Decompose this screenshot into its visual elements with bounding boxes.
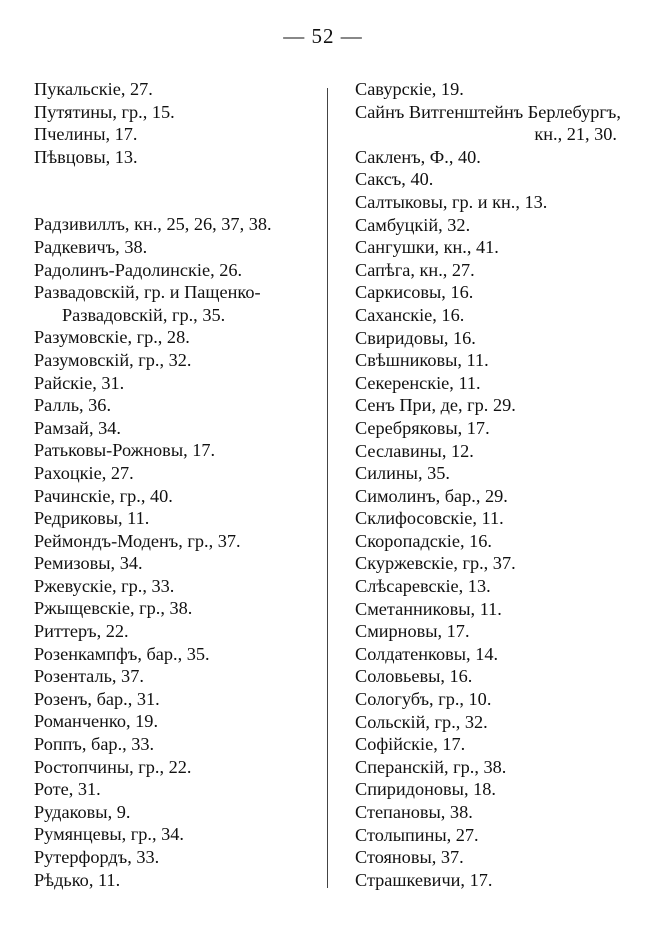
index-entry: Саханскіе, 16. [355,304,465,325]
entry-list-r [34,213,324,891]
index-entry: Секеренскіе, 11. [355,372,481,393]
index-entry: Сольскій, гр., 32. [355,711,488,732]
index-entry: Реймондъ-Моденъ, гр., 37. [34,530,241,551]
index-entry: Ремизовы, 34. [34,553,143,574]
index-entry: Страшкевичи, 17. [355,869,493,890]
index-entry: Савурскіе, 19. [355,79,464,99]
index-entry: Путятины, гр., 15. [34,101,175,122]
index-entry: Сеславины, 12. [355,440,474,461]
index-entry: Радзивиллъ, кн., 25, 26, 37, 38. [34,214,272,235]
index-entry: Рахоцкіе, 27. [34,462,134,483]
index-entry: Розенкампфъ, бар., 35. [34,643,210,664]
index-entry: Рудаковы, 9. [34,801,131,822]
index-entry: Сакленъ, Ф., 40. [355,146,481,167]
index-entry: Ростопчины, гр., 22. [34,756,192,777]
right-column [355,78,623,891]
index-entry-continuation: Развадовскій, гр., 35. [62,304,226,325]
index-entry: Софійскіе, 17. [355,734,466,755]
index-entry: Сологубъ, гр., 10. [355,689,492,710]
index-entry: Радкевичъ, 38. [34,236,148,257]
index-entry: Спиридоновы, 18. [355,779,496,800]
page-number: — 52 — [283,24,363,48]
index-entry: Ралль, 36. [34,395,112,416]
section-gap [34,168,324,213]
index-entry: Риттеръ, 22. [34,621,129,642]
index-entry: Редриковы, 11. [34,508,150,529]
column-divider [327,88,328,888]
index-entry: Сайнъ Витгенштейнъ Берлебургъ, [355,101,621,122]
index-entry: Самбуцкій, 32. [355,214,471,235]
index-entry: Слѣсаревскіе, 13. [355,576,491,597]
index-entry: Разумовскій, гр., 32. [34,349,192,370]
entry-list-p [34,78,324,168]
index-entry: Романченко, 19. [34,711,159,732]
index-entry: Развадовскій, гр. и Пащенко- [34,282,261,303]
index-entry: Сметанниковы, 11. [355,598,502,619]
index-entry: Розенталь, 37. [34,666,144,687]
index-entry: Райскіе, 31. [34,372,125,393]
index-entry: Симолинъ, бар., 29. [355,485,508,506]
index-entry: Соловьевы, 16. [355,666,473,687]
index-entry: Сперанскій, гр., 38. [355,756,507,777]
index-entry: Разумовскіе, гр., 28. [34,327,190,348]
index-entry: Солдатенковы, 14. [355,643,499,664]
index-entry: Ржевускіе, гр., 33. [34,575,175,596]
index-entry: Румянцевы, гр., 34. [34,824,184,845]
index-entry: Серебряковы, 17. [355,417,490,438]
index-entry: Свѣшниковы, 11. [355,350,489,371]
left-column [34,78,324,891]
index-entry: Стояновы, 37. [355,847,464,868]
index-entry: Роте, 31. [34,779,101,800]
index-entry: Силины, 35. [355,463,450,484]
index-entry: Столыпины, 27. [355,824,479,845]
index-entry: Рѣдько, 11. [34,869,121,890]
index-entry: Степановы, 38. [355,802,473,822]
index-entry: Радолинъ-Радолинскіе, 26. [34,259,243,280]
index-entry: Свиридовы, 16. [355,327,476,348]
index-entry: Ратьковы-Рожновы, 17. [34,440,216,461]
index-entry: Рамзай, 34. [34,417,121,438]
index-entry: Смирновы, 17. [355,621,470,642]
index-entry-continuation: кн., 21, 30. [534,124,617,145]
index-entry: Пукальскіе, 27. [34,79,153,99]
index-entry: Салтыковы, гр. и кн., 13. [355,191,548,212]
index-entry: Сангушки, кн., 41. [355,237,499,258]
index-entry: Сапѣга, кн., 27. [355,259,475,280]
index-entry: Склифосовскіе, 11. [355,508,504,529]
index-entry: Рачинскіе, гр., 40. [34,485,173,506]
index-entry: Скуржевскіе, гр., 37. [355,553,516,574]
index-entry: Пѣвцовы, 13. [34,146,138,167]
index-entry: Саксъ, 40. [355,169,434,190]
index-entry: Сенъ При, де, гр. 29. [355,395,516,416]
index-entry: Саркисовы, 16. [355,282,474,303]
index-entry: Роппъ, бар., 33. [34,734,155,755]
index-entry: Пчелины, 17. [34,124,138,145]
index-entry: Ржыщевскіе, гр., 38. [34,598,193,619]
index-entry: Рутерфордъ, 33. [34,847,160,867]
index-entry: Розенъ, бар., 31. [34,688,160,709]
index-entry: Скоропадскіе, 16. [355,530,492,551]
